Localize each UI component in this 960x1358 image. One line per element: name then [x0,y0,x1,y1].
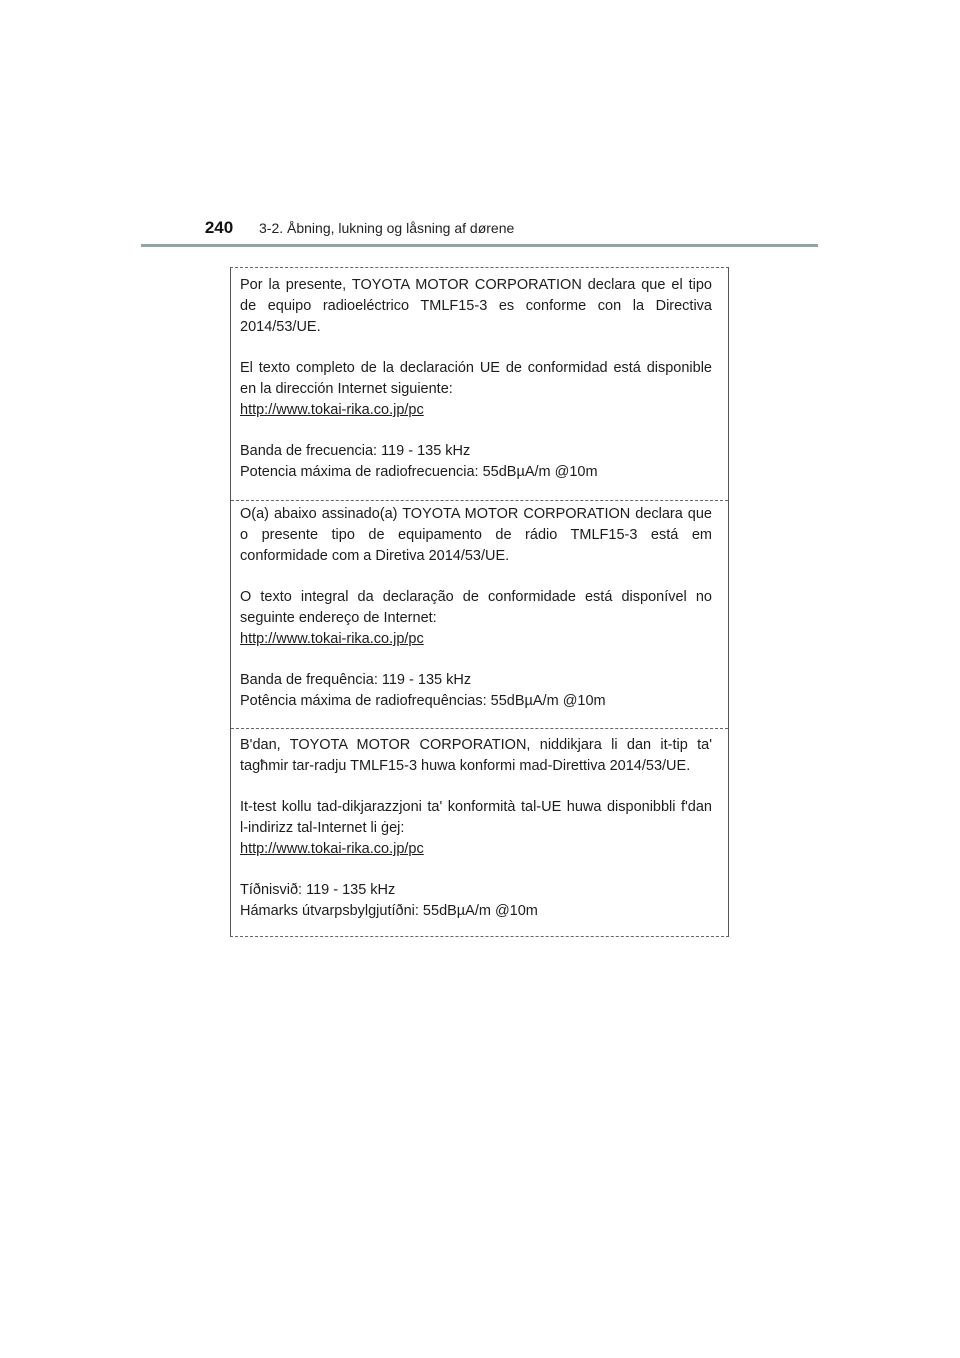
declaration-paragraph: Por la presente, TOYOTA MOTOR CORPORATION declara que el tipo de equipo radioeléctrico TMLF15-3 es conforme con la Directiva 2014/53/UE. [240,277,712,335]
declaration-availability-paragraph: El texto completo de la declaración UE de conformidad está disponible en la dirección Internet siguiente: [240,360,712,397]
max-power-text: Potência máxima de radiofrequências: 55dBµA/m @10m [240,693,606,709]
declaration-link[interactable]: http://www.tokai-rika.co.jp/pc [240,402,424,418]
frequency-band-text: Tíðnisvið: 119 - 135 kHz [240,882,396,898]
page-header [183,218,514,242]
declaration-link[interactable]: http://www.tokai-rika.co.jp/pc [240,841,424,857]
page-number: 240 [204,218,234,237]
declaration-paragraph: O(a) abaixo assinado(a) TOYOTA MOTOR CORPORATION declara que o presente tipo de equipamento de rádio TMLF15-3 está em conformidade com a Diretiva 2014/53/UE. [240,506,712,564]
section-title: 3-2. Åbning, lukning og låsning af dørene [259,220,515,236]
declaration-paragraph: B'dan, TOYOTA MOTOR CORPORATION, niddikjara li dan it-tip ta' tagħmir tar-radju TMLF15-3 huwa konformi mad-Direttiva 2014/53/UE. [240,737,712,774]
max-power-text: Hámarks útvarpsbylgjutíðni: 55dBµA/m @10m [240,903,538,919]
frequency-band-text: Banda de frecuencia: 119 - 135 kHz [240,443,471,459]
frequency-band-text: Banda de frequência: 119 - 135 kHz [240,672,472,688]
declaration-block-maltese-icelandic [231,728,728,936]
declaration-availability-paragraph: O texto integral da declaração de conformidade está disponível no seguinte endereço de Internet: [240,589,712,626]
declaration-scan-box [230,267,729,937]
declaration-availability-paragraph: It-test kollu tad-dikjarazzjoni ta' konformità tal-UE huwa disponibbli f'dan l-indirizz tal-Internet li ġej: [240,799,712,836]
declaration-block-portuguese [231,500,728,728]
header-rule [141,244,818,247]
declaration-block-spanish [231,275,728,500]
max-power-text: Potencia máxima de radiofrecuencia: 55dBµA/m @10m [240,464,598,480]
declaration-link[interactable]: http://www.tokai-rika.co.jp/pc [240,631,424,647]
